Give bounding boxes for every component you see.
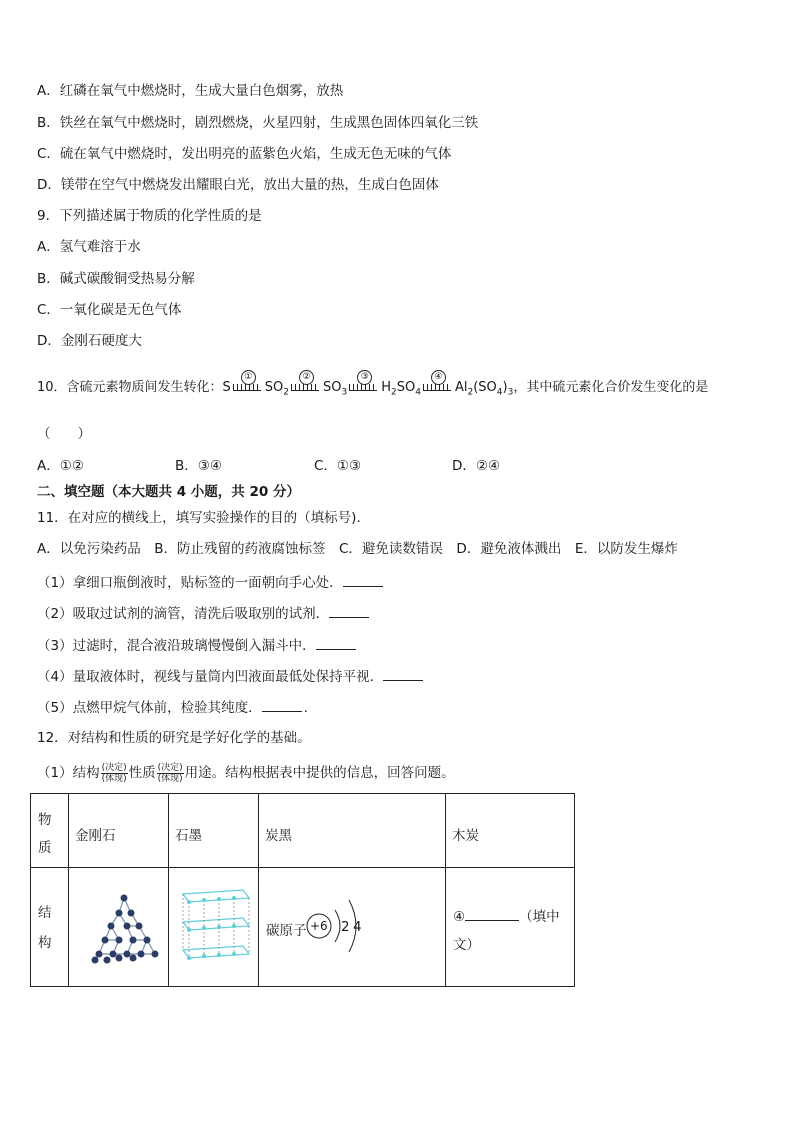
q11-item-5: （5）点燃甲烷气体前，检验其纯度． . (37, 697, 308, 717)
q10-option-c: C．①③ (314, 458, 362, 474)
answer-blank[interactable] (383, 666, 423, 681)
carbon-atom-label: 碳原子 (266, 923, 307, 939)
conversion-arrow-1: ① (233, 384, 263, 402)
carbon-black-structure (259, 868, 446, 987)
q11-item-3: （3）过滤时，混合液沿玻璃慢慢倒入漏斗中． (37, 635, 356, 655)
conversion-arrow-2: ② (291, 384, 321, 402)
answer-blank[interactable] (465, 906, 519, 921)
q11-item-4: （4）量取液体时，视线与量筒内凹液面最低处保持平视． (37, 666, 423, 686)
q9-option-a: A．氢气难溶于水 (37, 239, 141, 255)
table-header-diamond: 金刚石 (69, 794, 169, 868)
conversion-arrow-3: ③ (349, 384, 379, 402)
fraction-decide-embody-1: $\frac{\text{(决定)}}{\text{(体现)}}$ (101, 762, 127, 784)
q11-options: A．以免污染药品 B．防止残留的药液腐蚀标签 C．避免读数错误 D．避免液体溅出 E．以防发生爆炸 (37, 541, 678, 557)
graphite-layers-diagram (169, 868, 258, 982)
table-header-graphite: 石墨 (169, 794, 259, 868)
q10-option-b: B．③④ (175, 458, 222, 474)
q8-option-c: C．硫在氧气中燃烧时，发出明亮的蓝紫色火焰，生成无色无味的气体 (37, 146, 452, 162)
q10-stem (37, 371, 709, 402)
electron-shell-2: 4 (353, 919, 362, 935)
q10-prefix: 10．含硫元素物质间发生转化：S (37, 380, 231, 395)
graphite-structure-image (169, 868, 259, 987)
q9-stem: 9．下列描述属于物质的化学性质的是 (37, 208, 262, 224)
q11-item-2: （2）吸取过试剂的滴管，清洗后吸取别的试剂． (37, 603, 369, 623)
formula-so3: $SO_3$ (323, 380, 348, 398)
q10-option-d: D．②④ (452, 458, 501, 474)
answer-blank[interactable] (316, 635, 356, 650)
fraction-decide-embody-2: $\frac{\text{(决定)}}{\text{(体现)}}$ (157, 762, 183, 784)
answer-blank[interactable] (262, 697, 302, 712)
q11-stem: 11．在对应的横线上，填写实验操作的目的（填标号). (37, 510, 361, 526)
table-row-header-structure: 结 构 (31, 868, 69, 987)
structure-table (30, 793, 575, 987)
formula-so2: $SO_2$ (264, 380, 290, 398)
q8-option-d: D．镁带在空气中燃烧发出耀眼白光，放出大量的热，生成白色固体 (37, 177, 439, 193)
q9-option-b: B．碱式碳酸铜受热易分解 (37, 271, 195, 287)
q10-answer-paren: （ ） (37, 426, 91, 442)
q9-option-d: D．金刚石硬度大 (37, 333, 142, 349)
diamond-lattice-diagram (69, 868, 168, 982)
table-header-carbon-black: 炭黑 (259, 794, 446, 868)
nucleus-charge: +6 (310, 919, 328, 933)
conversion-arrow-4: ④ (423, 384, 453, 402)
q10-suffix: ，其中硫元素化合价发生变化的是 (513, 380, 709, 395)
q8-option-b: B．铁丝在氧气中燃烧时，剧烈燃烧，火星四射，生成黑色固体四氧化三铁 (37, 115, 479, 131)
formula-h2so4: $H_2SO_4$ (381, 380, 421, 398)
charcoal-structure-answer: ④ （填中 文） (446, 868, 575, 987)
q10-options (37, 457, 537, 475)
q10-option-a: A．①② (37, 458, 84, 474)
electron-shell-1: 2 (341, 919, 350, 935)
formula-al2so43: $Al_2(SO_4)_3$ (454, 380, 514, 398)
q12-subquestion-1: （1）结构 $\frac{\text{(决定)}}{\text{(体现)}}$ 性质 $\frac{\text{(决定)}}{\text{(体现)}}$ 用途。结构根据表中提供的信息，回答问题。 (37, 762, 455, 784)
q9-option-c: C．一氧化碳是无色气体 (37, 302, 182, 318)
q12-stem: 12．对结构和性质的研究是学好化学的基础。 (37, 730, 311, 746)
q8-option-a: A．红磷在氧气中燃烧时，生成大量白色烟雾，放热 (37, 83, 344, 99)
answer-blank[interactable] (343, 572, 383, 587)
section-heading: 二、填空题（本大题共 4 小题，共 20 分） (37, 484, 300, 500)
diamond-structure-image (69, 868, 169, 987)
q11-item-1: （1）拿细口瓶倒液时，贴标签的一面朝向手心处． (37, 572, 383, 592)
answer-blank[interactable] (329, 603, 369, 618)
table-header-charcoal: 木炭 (446, 794, 575, 868)
table-header-substance: 物 质 (31, 794, 69, 868)
